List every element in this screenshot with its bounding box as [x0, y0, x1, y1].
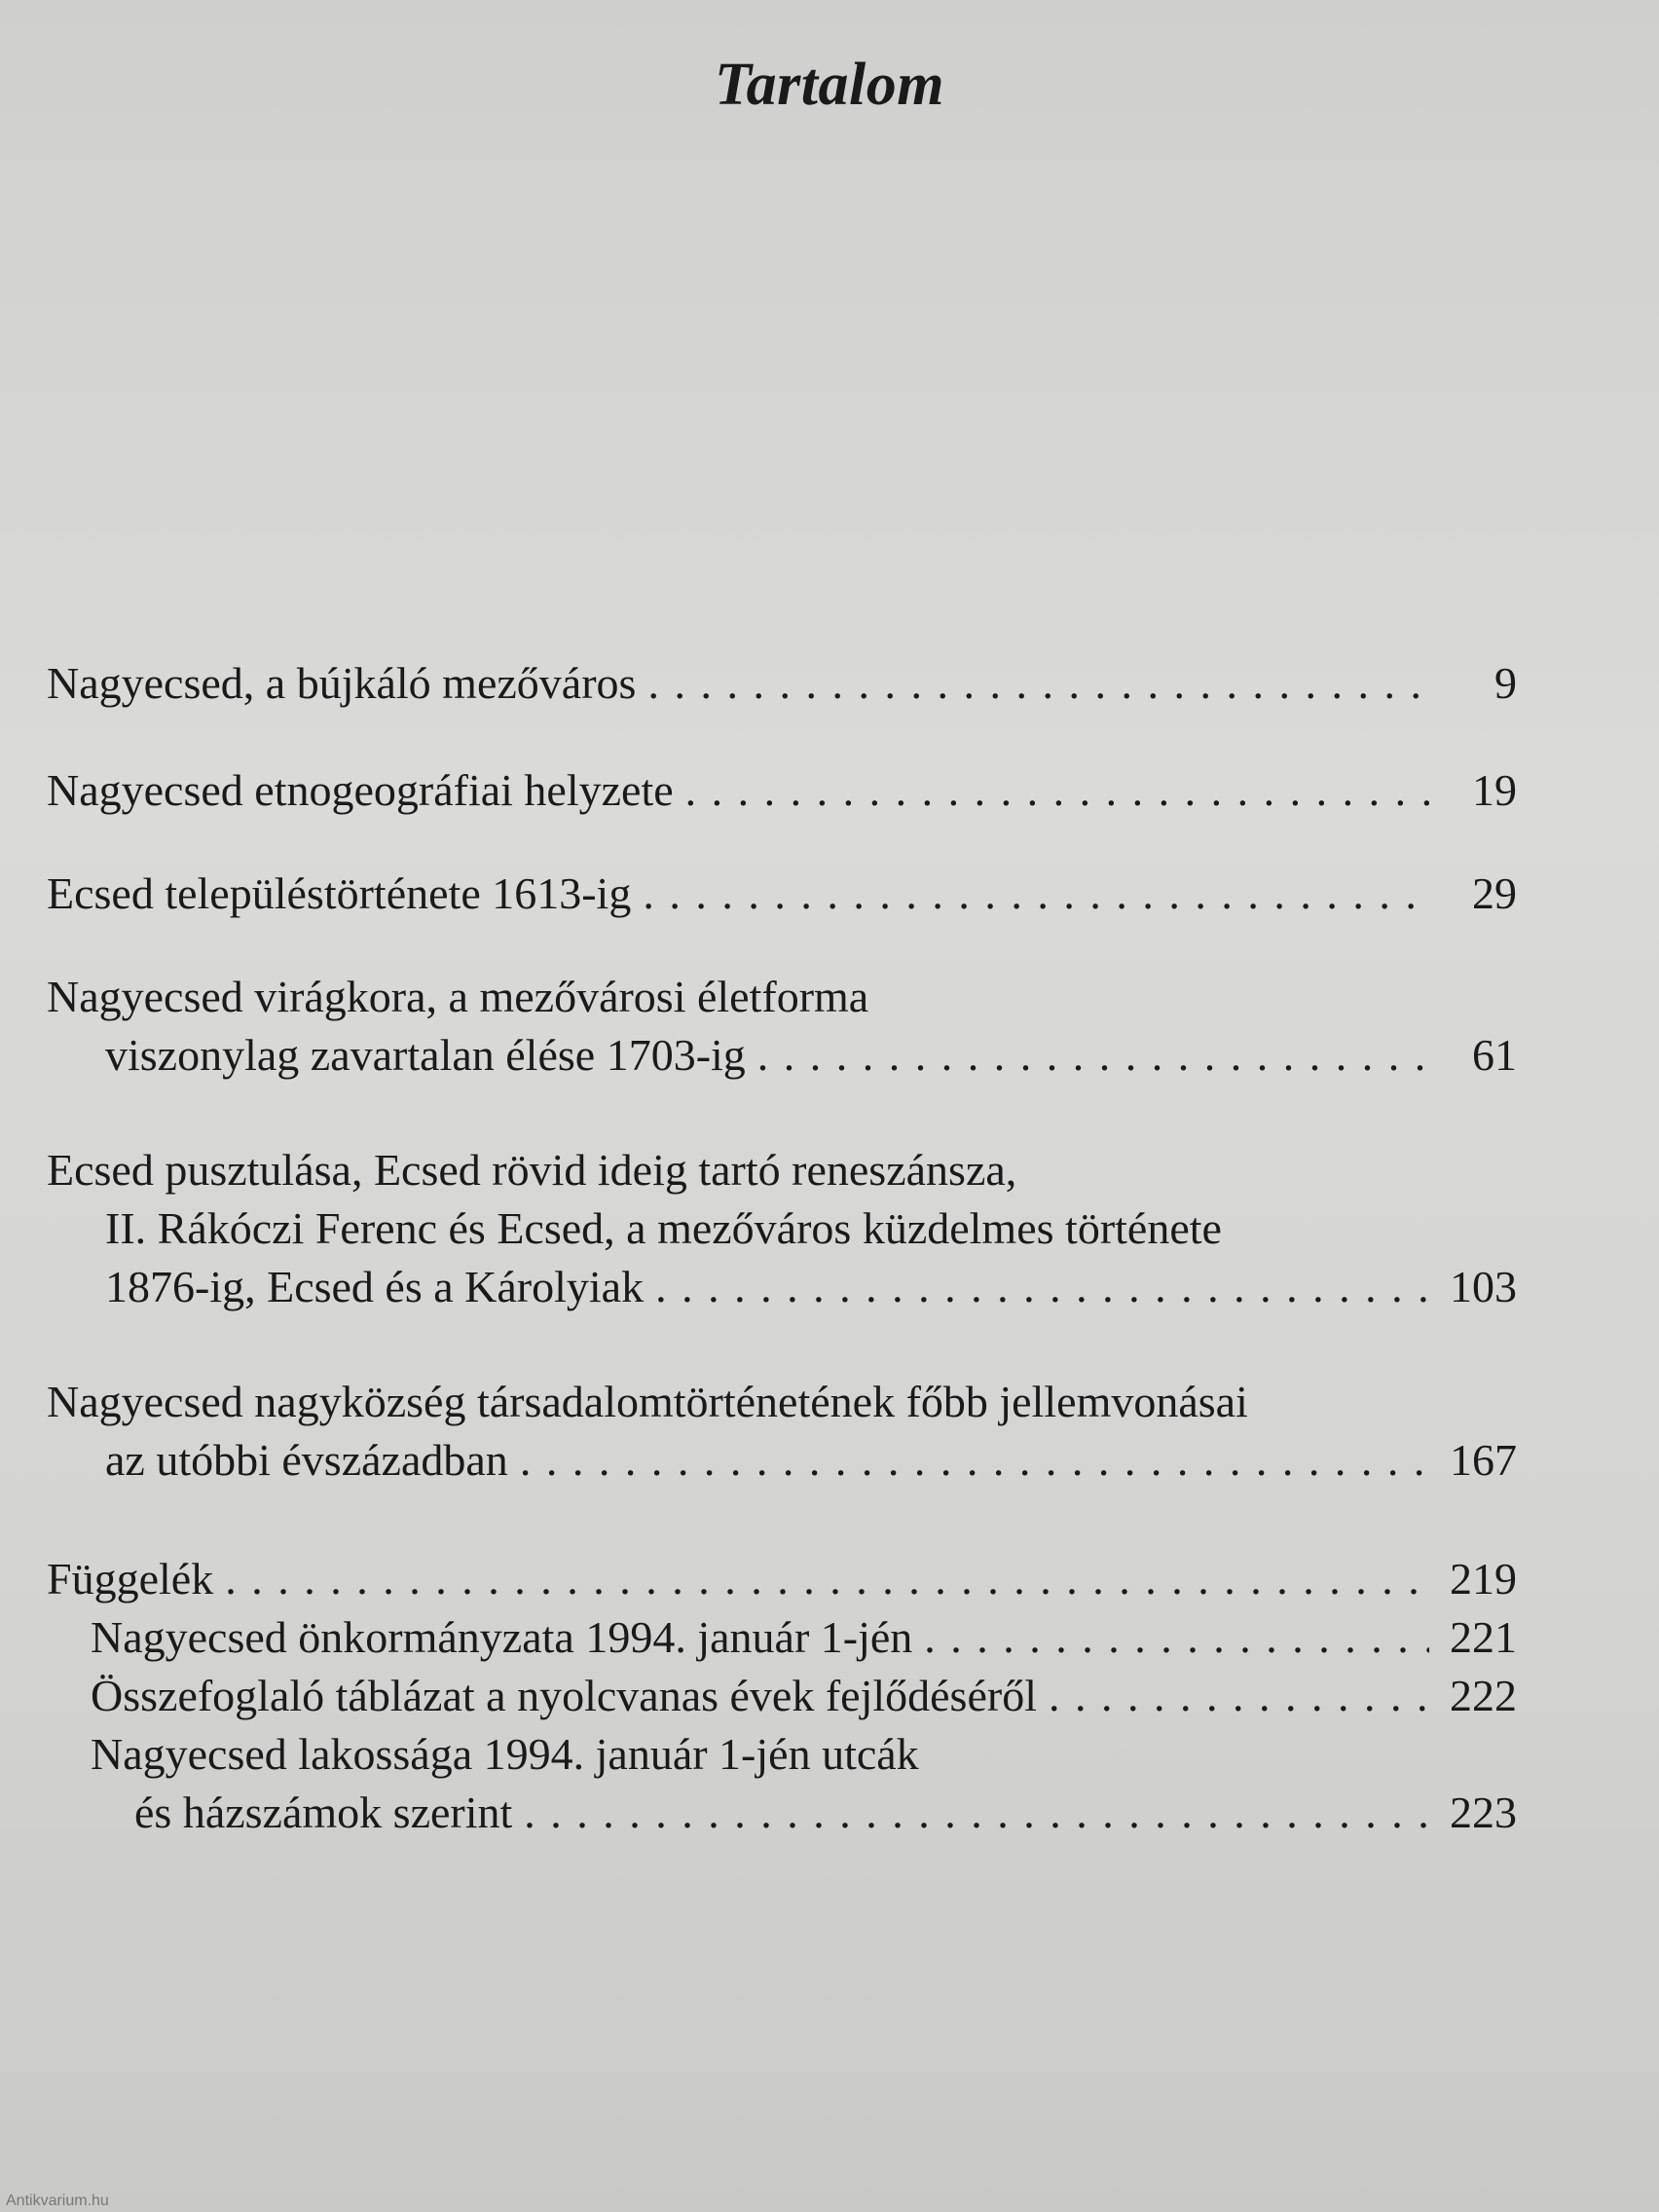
- toc-line: [47, 1608, 1517, 1667]
- watermark: Antikvarium.hu: [6, 2193, 109, 2209]
- toc-page-number: 167: [1450, 1435, 1517, 1485]
- toc-page-number: 29: [1472, 868, 1517, 918]
- toc-page-number: 219: [1450, 1554, 1517, 1604]
- toc-entry-title: Ecsed településtörténete 1613-ig: [47, 868, 632, 918]
- toc-entry: [47, 968, 1517, 1085]
- toc-entry-title: 1876-ig, Ecsed és a Károlyiak: [105, 1262, 645, 1311]
- toc-entry: [47, 1550, 1517, 1608]
- toc-line: [47, 1725, 1517, 1784]
- toc-entry: [47, 865, 1517, 923]
- toc-page-number: 19: [1472, 765, 1517, 815]
- toc-page-number: 222: [1450, 1671, 1517, 1720]
- toc-line: [47, 1667, 1517, 1725]
- toc-entry-title: Ecsed pusztulása, Ecsed rövid ideig tartó reneszánsza,: [47, 1145, 1017, 1195]
- toc-page-number: 223: [1450, 1788, 1517, 1837]
- table-of-contents: [47, 654, 1517, 1842]
- dot-leader: [520, 1431, 1429, 1490]
- toc-entry-title: Nagyecsed lakossága 1994. január 1-jén utcák: [91, 1729, 919, 1779]
- page-title: Tartalom: [715, 52, 944, 118]
- toc-line: [47, 968, 1517, 1026]
- toc-entry: [47, 1608, 1517, 1667]
- toc-entry-title: Nagyecsed nagyközség társadalomtörténetének főbb jellemvonásai: [47, 1377, 1248, 1426]
- dot-leader: [647, 654, 1429, 713]
- dot-leader: [685, 761, 1429, 820]
- toc-entry-title: Nagyecsed etnogeográfiai helyzete: [47, 765, 674, 815]
- toc-entry: [47, 761, 1517, 820]
- dot-leader: [225, 1550, 1429, 1608]
- toc-entry-title: Nagyecsed, a bújkáló mezőváros: [47, 658, 637, 708]
- toc-entry-title: Összefoglaló táblázat a nyolcvanas évek fejlődéséről: [91, 1671, 1037, 1720]
- toc-entry-title: Függelék: [47, 1554, 214, 1604]
- dot-leader: [524, 1784, 1429, 1842]
- dot-leader: [643, 865, 1429, 923]
- toc-line: [47, 1258, 1517, 1316]
- toc-page-number: 221: [1450, 1612, 1517, 1662]
- toc-entry-title: II. Rákóczi Ferenc és Ecsed, a mezőváros küzdelmes története: [105, 1203, 1222, 1253]
- toc-entry-title: viszonylag zavartalan élése 1703-ig: [105, 1030, 746, 1080]
- dot-leader: [655, 1258, 1429, 1316]
- toc-line: [47, 1373, 1517, 1431]
- toc-entry: [47, 654, 1517, 713]
- toc-entry: [47, 1141, 1517, 1316]
- toc-line: [47, 1141, 1517, 1199]
- toc-line: [47, 865, 1517, 923]
- toc-line: [47, 1784, 1517, 1842]
- toc-entry-title: az utóbbi évszázadban: [105, 1435, 508, 1485]
- toc-line: [47, 654, 1517, 713]
- toc-entry-title: Nagyecsed virágkora, a mezővárosi életforma: [47, 972, 869, 1021]
- toc-page-number: 61: [1472, 1030, 1517, 1080]
- dot-leader: [757, 1026, 1429, 1085]
- toc-line: [47, 761, 1517, 820]
- toc-entry-title: Nagyecsed önkormányzata 1994. január 1-jén: [91, 1612, 913, 1662]
- toc-page-number: 9: [1494, 658, 1517, 708]
- toc-line: [47, 1550, 1517, 1608]
- toc-entry-title: és házszámok szerint: [134, 1788, 513, 1837]
- toc-line: [47, 1199, 1517, 1258]
- dot-leader: [1049, 1667, 1429, 1725]
- toc-line: [47, 1026, 1517, 1085]
- toc-entry: [47, 1373, 1517, 1490]
- toc-entry: [47, 1725, 1517, 1842]
- toc-page-number: 103: [1450, 1262, 1517, 1311]
- dot-leader: [924, 1608, 1429, 1667]
- toc-entry: [47, 1667, 1517, 1725]
- toc-line: [47, 1431, 1517, 1490]
